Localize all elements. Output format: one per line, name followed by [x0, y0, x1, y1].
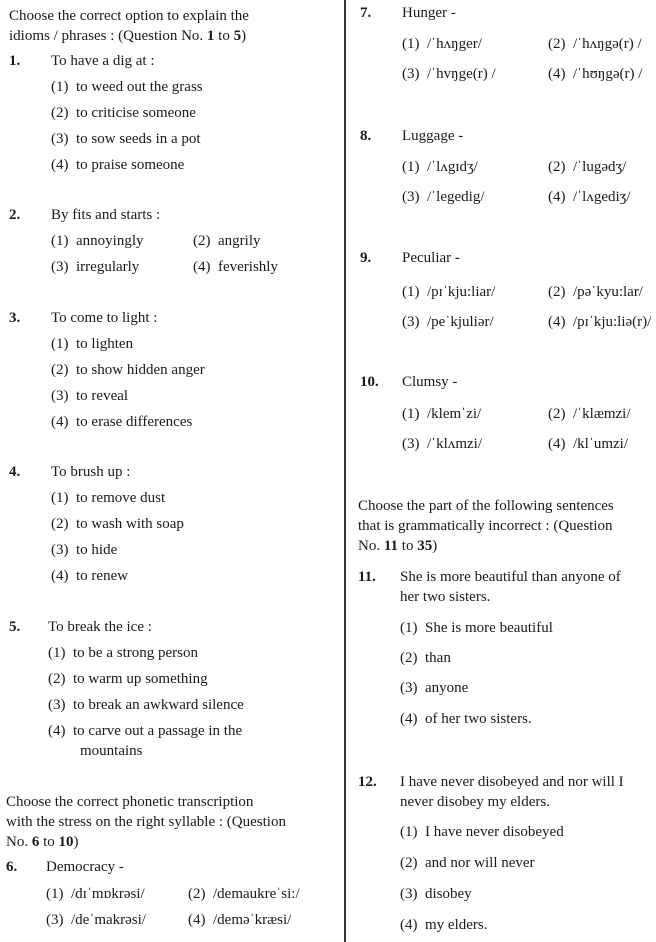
section3-instruction-line1: Choose the part of the following sentences [358, 498, 614, 514]
option-1[interactable]: (1) /dɪˈmɒkrəsi/ [46, 886, 145, 902]
option-2[interactable]: (2) to show hidden anger [51, 362, 205, 378]
option-2[interactable]: (2) /pəˈkyu:lar/ [548, 284, 643, 300]
option-3[interactable]: (3) /ˈhvŋge(r) / [402, 66, 496, 82]
option-1[interactable]: (1) /klemˈzi/ [402, 406, 482, 422]
option-1[interactable]: (1) to lighten [51, 336, 134, 352]
option-1[interactable]: (1) I have never disobeyed [400, 824, 564, 840]
option-2[interactable]: (2) to wash with soap [51, 516, 184, 532]
question-text-line2: never disobey my elders. [400, 794, 550, 810]
option-2[interactable]: (2) to criticise someone [51, 105, 196, 121]
section1-instruction-line1: Choose the correct option to explain the [9, 8, 249, 24]
option-4[interactable]: (4) to renew [51, 568, 129, 584]
question-text: By fits and starts : [51, 207, 161, 223]
option-3[interactable]: (3) to hide [51, 542, 118, 558]
question-text: Clumsy - [402, 374, 458, 390]
question-number: 7. [360, 5, 372, 21]
option-4[interactable]: (4) /klˈumzi/ [548, 436, 628, 452]
option-2[interactable]: (2) /demaukreˈsi:/ [188, 886, 300, 902]
option-2[interactable]: (2) than [400, 650, 451, 666]
option-2[interactable]: (2) to warm up something [48, 671, 208, 687]
question-number: 12. [358, 774, 377, 790]
option-3[interactable]: (3) anyone [400, 680, 469, 696]
option-4[interactable]: (4) my elders. [400, 917, 488, 933]
question-text: To break the ice : [48, 619, 152, 635]
option-1[interactable]: (1) to be a strong person [48, 645, 198, 661]
option-1[interactable]: (1) to remove dust [51, 490, 166, 506]
option-3[interactable]: (3) irregularly [51, 259, 140, 275]
question-number: 8. [360, 128, 372, 144]
question-text: To brush up : [51, 464, 131, 480]
question-number: 10. [360, 374, 379, 390]
section2-instruction-line3: No. 6 to 10) [6, 834, 79, 850]
option-1[interactable]: (1) to weed out the grass [51, 79, 203, 95]
option-4[interactable]: (4) /ˈlʌgediʒ/ [548, 189, 631, 205]
option-4[interactable]: (4) of her two sisters. [400, 711, 532, 727]
option-4[interactable]: (4) to praise someone [51, 157, 185, 173]
option-2[interactable]: (2) and nor will never [400, 855, 535, 871]
question-text: Peculiar - [402, 250, 460, 266]
section3-instruction-line3: No. 11 to 35) [358, 538, 438, 554]
option-1[interactable]: (1) /ˈlʌgɪdʒ/ [402, 159, 478, 175]
question-text: Hunger - [402, 5, 456, 21]
option-1[interactable]: (1) /pɪˈkju:liar/ [402, 284, 496, 300]
option-1[interactable]: (1) She is more beautiful [400, 620, 553, 636]
question-number: 5. [9, 619, 21, 635]
option-1[interactable]: (1) annoyingly [51, 233, 144, 249]
option-3[interactable]: (3) /peˈkjuliər/ [402, 314, 494, 330]
option-3[interactable]: (3) to reveal [51, 388, 129, 404]
option-2[interactable]: (2) angrily [193, 233, 261, 249]
option-2[interactable]: (2) /ˈhʌŋgə(r) / [548, 36, 642, 52]
question-text-line2: her two sisters. [400, 589, 491, 605]
question-text: To come to light : [51, 310, 158, 326]
section1-instruction-line2: idioms / phrases : (Question No. 1 to 5) [9, 28, 247, 44]
option-1[interactable]: (1) /ˈhʌŋger/ [402, 36, 482, 52]
section2-instruction-line2: with the stress on the right syllable : (Question [6, 814, 286, 830]
option-3[interactable]: (3) disobey [400, 886, 472, 902]
section3-instruction-line2: that is grammatically incorrect : (Question [358, 518, 613, 534]
option-2[interactable]: (2) /ˈlugədʒ/ [548, 159, 627, 175]
option-4[interactable]: (4) to erase differences [51, 414, 193, 430]
section2-instruction-line1: Choose the correct phonetic transcription [6, 794, 254, 810]
option-4[interactable]: (4) feverishly [193, 259, 278, 275]
option-3[interactable]: (3) to sow seeds in a pot [51, 131, 201, 147]
question-number: 3. [9, 310, 21, 326]
option-4[interactable]: (4) to carve out a passage in the [48, 723, 243, 739]
option-3[interactable]: (3) /ˈlegedig/ [402, 189, 485, 205]
option-4[interactable]: (4) /ˈhʊŋgə(r) / [548, 66, 643, 82]
option-2[interactable]: (2) /ˈklæmzi/ [548, 406, 631, 422]
option-3[interactable]: (3) /deˈmakrəsi/ [46, 912, 146, 928]
question-text-line1: I have never disobeyed and nor will I [400, 774, 624, 790]
question-text: To have a dig at : [51, 53, 155, 69]
question-text: Luggage - [402, 128, 464, 144]
right-column [344, 0, 656, 942]
option-4[interactable]: (4) /deməˈkræsi/ [188, 912, 292, 928]
question-number: 6. [6, 859, 18, 875]
question-text: Democracy - [46, 859, 124, 875]
option-4[interactable]: (4) /pɪˈkju:liə(r)/ [548, 314, 652, 330]
question-number: 2. [9, 207, 21, 223]
question-text-line1: She is more beautiful than anyone of [400, 569, 621, 585]
option-3[interactable]: (3) /ˈklʌmzi/ [402, 436, 482, 452]
option-3[interactable]: (3) to break an awkward silence [48, 697, 244, 713]
question-number: 1. [9, 53, 21, 69]
option-4-continuation: mountains [80, 743, 143, 759]
question-number: 9. [360, 250, 372, 266]
question-number: 11. [358, 569, 376, 585]
question-number: 4. [9, 464, 21, 480]
